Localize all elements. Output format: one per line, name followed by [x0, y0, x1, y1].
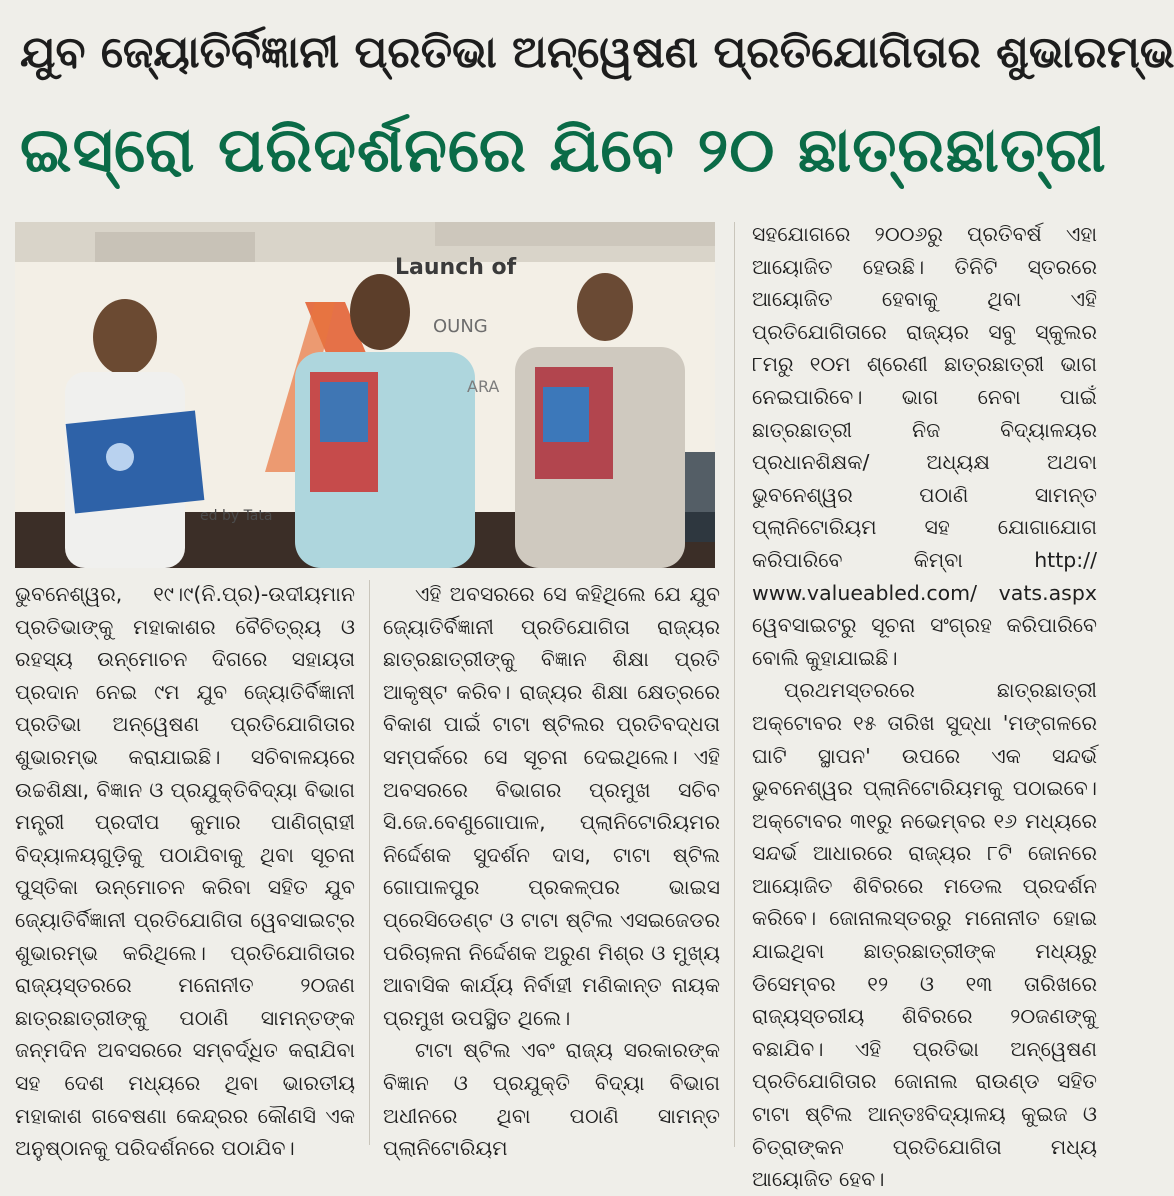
paragraph: ସହଯୋଗରେ ୨୦୦୬ରୁ ପ୍ରତିବର୍ଷ ଏହା ଆୟୋଜିତ ହେଉଛି। ତିନିଟି ସ୍ତରରେ ଆୟୋଜିତ ହେବାକୁ ଥିବା ଏହି ପ୍ରତିଯୋଗିତାରେ ରାଜ୍ୟର ସବୁ ସ୍କୁଲର ୮ମରୁ ୧୦ମ ଶ୍ରେଣୀ ଛାତ୍ରଛାତ୍ରୀ ଭାଗ ନେଇପାରିବେ। ଭାଗ ନେବା ପାଇଁ ଛାତ୍ରଛାତ୍ରୀ ନିଜ ବିଦ୍ୟାଳୟର ପ୍ରଧାନଶିକ୍ଷକ/ ଅଧ୍ୟକ୍ଷ ଅଥବା ଭୁବନେଶ୍ୱର ପଠାଣି ସାମନ୍ତ ପ୍ଲାନିଟୋରିୟମ ସହ ଯୋଗାଯୋଗ କରିପାରିବେ କିମ୍ବା http:// www.valueabled.com/ vats.aspx ୱେବସାଇଟରୁ ସୂଚନା ସଂଗ୍ରହ କରିପାରିବେ ବୋଲି କୁହାଯାଇଛି।	[752, 222, 1097, 670]
article-column-middle	[383, 578, 720, 1161]
paragraph: ଏହି ଅବସରରେ ସେ କହିଥିଲେ ଯେ ଯୁବ ଜ୍ୟୋତିର୍ବିଜ୍ଞାନୀ ପ୍ରତିଯୋଗିତା ରାଜ୍ୟର ଛାତ୍ରଛାତ୍ରୀଙ୍କୁ ବିଜ୍ଞାନ ଶିକ୍ଷା ପ୍ରତି ଆକୃଷ୍ଟ କରିବ। ରାଜ୍ୟର ଶିକ୍ଷା କ୍ଷେତ୍ରରେ ବିକାଶ ପାଇଁ ଟାଟା ଷ୍ଟିଲର ପ୍ରତିବଦ୍ଧତା ସମ୍ପର୍କରେ ସେ ସୂଚନା ଦେଇଥିଲେ। ଏହି ଅବସରରେ ବିଭାଗର ପ୍ରମୁଖ ସଚିବ ସି.ଜେ.ବେଣୁଗୋପାଳ, ପ୍ଲାନିଟୋରିୟମର ନିର୍ଦ୍ଦେଶକ ସୁଦର୍ଶନ ଦାସ, ଟାଟା ଷ୍ଟିଲ ଗୋପାଳପୁର ପ୍ରକଳ୍ପର ଭାଇସ ପ୍ରେସିଡେଣ୍ଟ ଓ ଟାଟା ଷ୍ଟିଲ ଏସଇଜେଡର ପରିଚାଳନା ନିର୍ଦ୍ଦେଶକ ଅରୁଣ ମିଶ୍ର ଓ ମୁଖ୍ୟ ଆବାସିକ କାର୍ଯ୍ୟ ନିର୍ବାହୀ ମଣିକାନ୍ତ ନାୟକ ପ୍ରମୁଖ ଉପସ୍ଥିତ ଥିଲେ।	[383, 582, 720, 1030]
banner-fragment: ARA	[467, 377, 500, 396]
article-column-left	[15, 578, 355, 1161]
banner-launch-text: Launch of	[395, 255, 517, 280]
paragraph: ଟାଟା ଷ୍ଟିଲ ଏବଂ ରାଜ୍ୟ ସରକାରଙ୍କ ବିଜ୍ଞାନ ଓ ପ୍ରଯୁକ୍ତି ବିଦ୍ୟା ବିଭାଗ ଅଧୀନରେ ଥିବା ପଠାଣି ସାମନ୍ତ ପ୍ଲାନିଟୋରିୟମ	[383, 1038, 720, 1161]
launch-event-photo	[15, 222, 715, 568]
paragraph: ପ୍ରଥମସ୍ତରରେ ଛାତ୍ରଛାତ୍ରୀ ଅକ୍ଟୋବର ୧୫ ତାରିଖ ସୁଦ୍ଧା 'ମଙ୍ଗଳରେ ଘାଟି ସ୍ଥାପନ' ଉପରେ ଏକ ସନ୍ଦର୍ଭ ଭୁବନେଶ୍ୱର ପ୍ଲାନିଟୋରିୟମକୁ ପଠାଇବେ। ଅକ୍ଟୋବର ୩୧ରୁ ନଭେମ୍ବର ୧୬ ମଧ୍ୟରେ ସନ୍ଦର୍ଭ ଆଧାରରେ ରାଜ୍ୟର ୮ଟି ଜୋନରେ ଆୟୋଜିତ ଶିବିରରେ ମଡେଲ ପ୍ରଦର୍ଶନ କରିବେ। ଜୋନାଲସ୍ତରରୁ ମନୋନୀତ ହୋଇ ଯାଇଥିବା ଛାତ୍ରଛାତ୍ରୀଙ୍କ ମଧ୍ୟରୁ ଡିସେମ୍ବର ୧୨ ଓ ୧୩ ତାରିଖରେ ରାଜ୍ୟସ୍ତରୀୟ ଶିବିରରେ ୨୦ଜଣଙ୍କୁ ବଛାଯିବ। ଏହି ପ୍ରତିଭା ଅନ୍ୱେଷଣ ପ୍ରତିଯୋଗିତାର ଜୋନାଲ ରାଉଣ୍ଡ ସହିତ ଟାଟା ଷ୍ଟିଲ ଆନ୍ତଃବିଦ୍ୟାଳୟ କୁଇଜ ଓ ଚିତ୍ରାଙ୍କନ ପ୍ରତିଯୋଗିତା ମଧ୍ୟ ଆୟୋଜିତ ହେବ।	[752, 678, 1097, 1192]
article-column-right	[752, 218, 1097, 1192]
banner-fragment: ed by Tata	[200, 508, 273, 524]
paragraph: ଭୁବନେଶ୍ୱର, ୧୯।୯(ନି.ପ୍ର)-ଉଦୀୟମାନ ପ୍ରତିଭାଙ୍କୁ ମହାକାଶର ବୈଚିତ୍ର୍ୟ ଓ ରହସ୍ୟ ଉନ୍ମୋଚନ ଦିଗରେ ସହାୟତା ପ୍ରଦାନ ନେଇ ୯ମ ଯୁବ ଜ୍ୟୋତିର୍ବିଜ୍ଞାନୀ ପ୍ରତିଭା ଅନ୍ୱେଷଣ ପ୍ରତିଯୋଗିତାର ଶୁଭାରମ୍ଭ କରାଯାଇଛି। ସଚିବାଳୟରେ ଉଚ୍ଚଶିକ୍ଷା, ବିଜ୍ଞାନ ଓ ପ୍ରଯୁକ୍ତିବିଦ୍ୟା ବିଭାଗ ମନ୍ତ୍ରୀ ପ୍ରଦୀପ କୁମାର ପାଣିଗ୍ରାହୀ ବିଦ୍ୟାଳୟଗୁଡ଼ିକୁ ପଠାଯିବାକୁ ଥିବା ସୂଚନା ପୁସ୍ତିକା ଉନ୍ମୋଚନ କରିବା ସହିତ ଯୁବ ଜ୍ୟୋତିର୍ବିଜ୍ଞାନୀ ପ୍ରତିଯୋଗିତା ୱେବସାଇଟ୍‌ର ଶୁଭାରମ୍ଭ କରିଥିଲେ। ପ୍ରତିଯୋଗିତାର ରାଜ୍ୟସ୍ତରରେ ମନୋନୀତ ୨୦ଜଣ ଛାତ୍ରଛାତ୍ରୀଙ୍କୁ ପଠାଣି ସାମନ୍ତଙ୍କ ଜନ୍ମଦିନ ଅବସରରେ ସମ୍ବର୍ଦ୍ଧିତ କରାଯିବା ସହ ଦେଶ ମଧ୍ୟରେ ଥିବା ଭାରତୀୟ ମହାକାଶ ଗବେଷଣା କେନ୍ଦ୍ରର କୌଣସି ଏକ ଅନୁଷ୍ଠାନକୁ ପରିଦର୍ଶନରେ ପଠାଯିବ।	[15, 582, 355, 1161]
main-headline: ଇସ୍ରୋ ପରିଦର୍ଶନରେ ଯିବେ ୨୦ ଛାତ୍ରଛାତ୍ରୀ	[20, 113, 1107, 186]
kicker-headline: ଯୁବ ଜ୍ୟୋତିର୍ବିଜ୍ଞାନୀ ପ୍ରତିଭା ଅନ୍ୱେଷଣ ପ୍ରତିଯୋଗିତାର ଶୁଭାରମ୍ଭ	[20, 27, 1174, 78]
column-rule	[369, 580, 370, 1145]
banner-fragment: OUNG	[433, 316, 488, 337]
column-rule	[734, 222, 735, 1147]
